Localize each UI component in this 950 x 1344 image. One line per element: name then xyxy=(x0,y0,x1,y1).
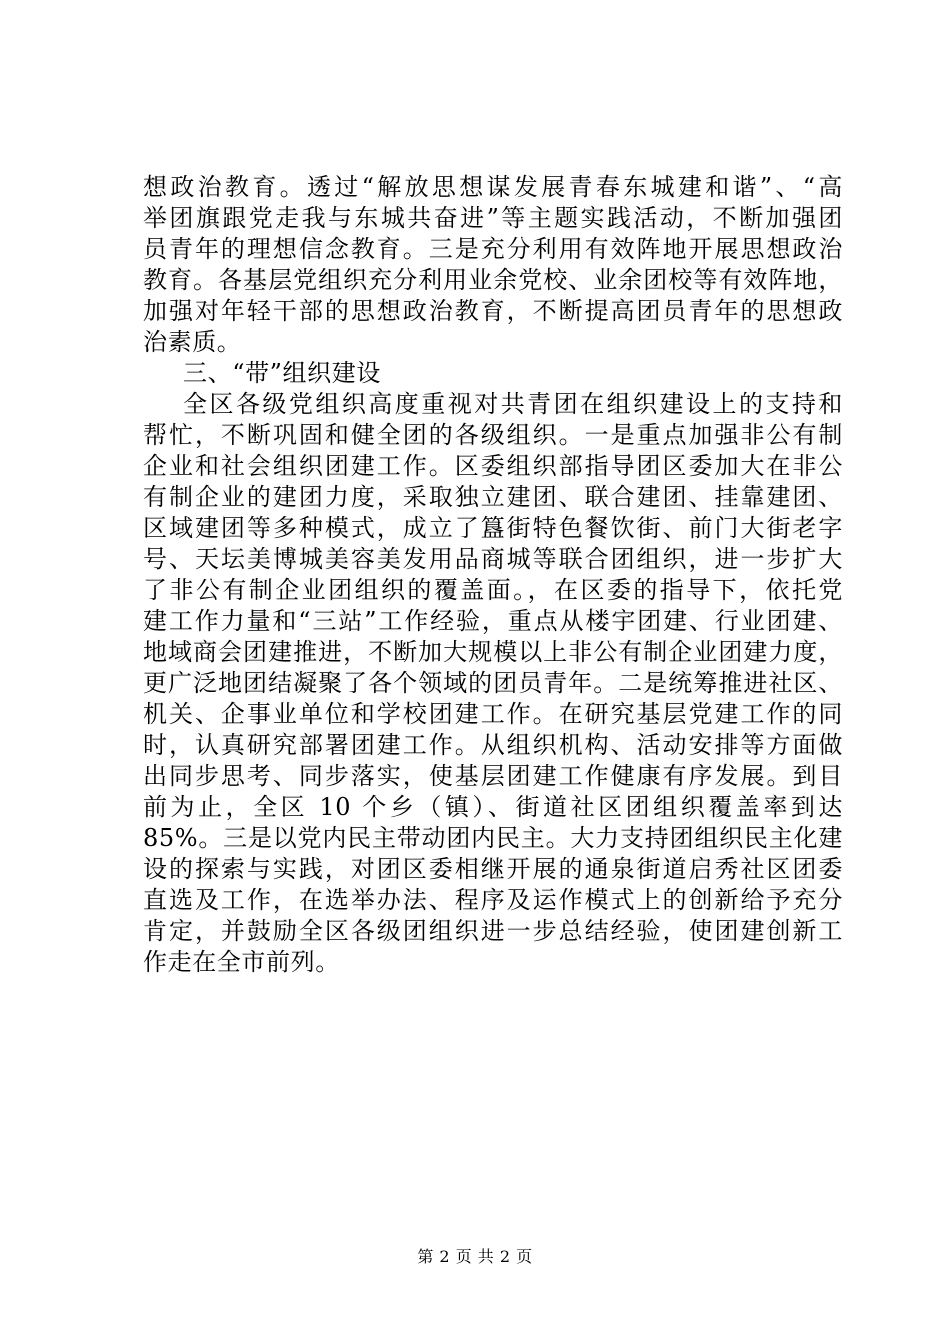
text-line: 区域建团等多种模式，成立了簋街特色餐饮街、前门大街老字 xyxy=(143,514,843,542)
text-line: 教育。各基层党组织充分利用业余党校、业余团校等有效阵地， xyxy=(143,266,843,294)
text-line: 有制企业的建团力度，采取独立建团、联合建团、挂靠建团、 xyxy=(143,483,843,511)
text-line: 时，认真研究部署团建工作。从组织机构、活动安排等方面做 xyxy=(143,731,843,759)
text-line: 举团旗跟党走我与东城共奋进”等主题实践活动，不断加强团 xyxy=(143,204,843,232)
text-line: 机关、企事业单位和学校团建工作。在研究基层党建工作的同 xyxy=(143,700,843,728)
text-line: 帮忙，不断巩固和健全团的各级组织。一是重点加强非公有制 xyxy=(143,421,843,449)
text-line: 建工作力量和“三站”工作经验，重点从楼宇团建、行业团建、 xyxy=(143,607,843,635)
section-heading: 三、“带”组织建设 xyxy=(183,359,381,387)
text-line: 员青年的理想信念教育。三是充分利用有效阵地开展思想政治 xyxy=(143,235,843,263)
text-line: 直选及工作，在选举办法、程序及运作模式上的创新给予充分 xyxy=(143,886,843,914)
body-text xyxy=(143,172,843,978)
text-line: 前为止，全区 10 个乡（镇）、街道社区团组织覆盖率到达 xyxy=(143,793,843,821)
text-line: 了非公有制企业团组织的覆盖面。，在区委的指导下，依托党 xyxy=(143,576,843,604)
text-line: 85%。三是以党内民主带动团内民主。大力支持团组织民主化建 xyxy=(143,824,843,852)
page-footer xyxy=(0,1244,950,1267)
text-line: 出同步思考、同步落实，使基层团建工作健康有序发展。到目 xyxy=(143,762,843,790)
text-line: 想政治教育。透过“解放思想谋发展青春东城建和谐”、“高 xyxy=(143,173,843,201)
text-line: 治素质。 xyxy=(143,328,242,356)
text-line: 作走在全市前列。 xyxy=(143,948,340,976)
text-line: 设的探索与实践，对团区委相继开展的通泉街道启秀社区团委 xyxy=(143,855,843,883)
text-line: 地域商会团建推进，不断加大规模以上非公有制企业团建力度， xyxy=(143,638,843,666)
text-line: 企业和社会组织团建工作。区委组织部指导团区委加大在非公 xyxy=(143,452,843,480)
text-line: 更广泛地团结凝聚了各个领域的团员青年。二是统筹推进社区、 xyxy=(143,669,843,697)
page-indicator: 第 2 页 共 2 页 xyxy=(417,1247,533,1266)
text-line: 加强对年轻干部的思想政治教育，不断提高团员青年的思想政 xyxy=(143,297,843,325)
text-line: 全区各级党组织高度重视对共青团在组织建设上的支持和 xyxy=(183,390,843,418)
text-line: 肯定，并鼓励全区各级团组织进一步总结经验，使团建创新工 xyxy=(143,917,843,945)
text-line: 号、天坛美博城美容美发用品商城等联合团组织，进一步扩大 xyxy=(143,545,843,573)
